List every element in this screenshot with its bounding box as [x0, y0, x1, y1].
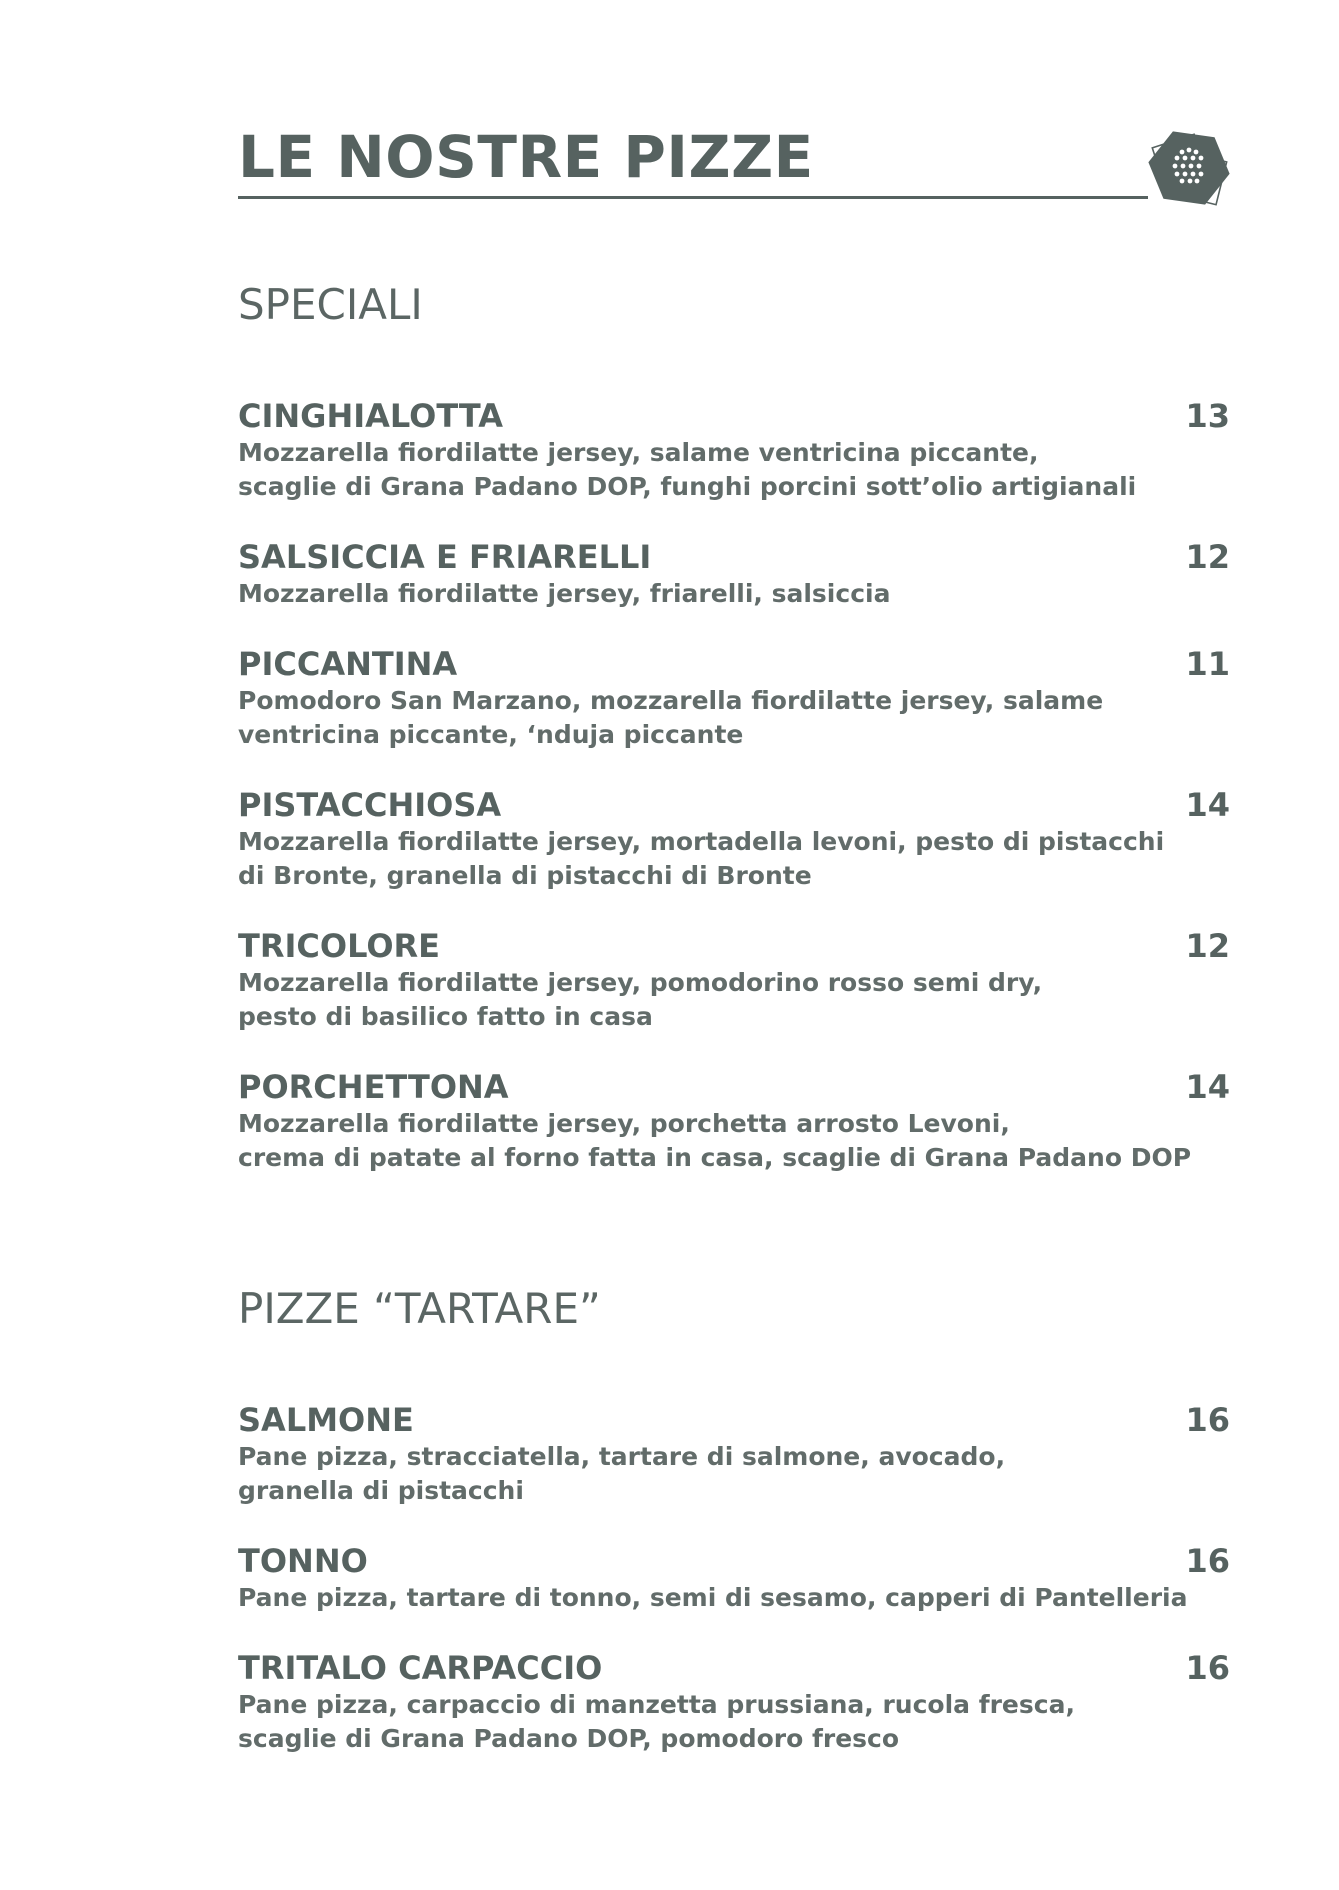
item-name: TRITALO CARPACCIO [238, 1649, 603, 1687]
description-line: Mozzarella fiordilatte jersey, porchetta arrosto Levoni, [238, 1109, 1010, 1138]
item-description [238, 825, 1165, 893]
item-price: 11 [1185, 645, 1230, 683]
item-name: SALMONE [238, 1401, 414, 1439]
item-name: TRICOLORE [238, 927, 441, 965]
item-name: PISTACCHIOSA [238, 786, 502, 824]
description-line: granella di pistacchi [238, 1476, 524, 1505]
item-description [238, 577, 1138, 611]
menu-item [238, 1650, 1230, 1791]
title-divider [238, 196, 1148, 199]
item-price: 16 [1185, 1542, 1230, 1580]
item-price: 16 [1185, 1401, 1230, 1439]
item-price: 14 [1185, 786, 1230, 824]
item-name: CINGHIALOTTA [238, 397, 504, 435]
description-line: Pane pizza, stracciatella, tartare di salmone, avocado, [238, 1442, 1006, 1471]
description-line: Mozzarella fiordilatte jersey, pomodorino rosso semi dry, [238, 968, 1043, 997]
item-name: PORCHETTONA [238, 1068, 509, 1106]
section-heading-tartare: PIZZE “TARTARE” [238, 1284, 601, 1333]
item-price: 14 [1185, 1068, 1230, 1106]
menu-item [238, 539, 1230, 646]
description-line: Mozzarella fiordilatte jersey, friarelli, salsiccia [238, 579, 891, 608]
description-line: Pane pizza, carpaccio di manzetta prussiana, rucola fresca, [238, 1690, 1075, 1719]
section-heading-speciali: SPECIALI [238, 280, 423, 329]
item-description [238, 1688, 1138, 1756]
item-description [238, 1581, 1188, 1615]
menu-item [238, 787, 1230, 928]
item-name: PICCANTINA [238, 645, 458, 683]
item-name: SALSICCIA E FRIARELLI [238, 538, 652, 576]
item-description [238, 436, 1138, 504]
description-line: pesto di basilico fatto in casa [238, 1002, 653, 1031]
page-title: LE NOSTRE PIZZE [238, 123, 814, 191]
menu-item [238, 1543, 1230, 1650]
pizza-logo-icon [1142, 122, 1236, 216]
item-price: 16 [1185, 1649, 1230, 1687]
item-description [238, 1440, 1138, 1508]
item-description [238, 966, 1138, 1034]
tartare-list [238, 1402, 1230, 1791]
menu-item [238, 1069, 1230, 1210]
item-description [238, 1107, 1192, 1175]
description-line: Mozzarella fiordilatte jersey, salame ventricina piccante, [238, 438, 1039, 467]
menu-item [238, 398, 1230, 539]
description-line: Pomodoro San Marzano, mozzarella fiordilatte jersey, salame [238, 686, 1104, 715]
item-price: 13 [1185, 397, 1230, 435]
speciali-list [238, 398, 1230, 1210]
menu-item [238, 646, 1230, 787]
item-price: 12 [1185, 538, 1230, 576]
item-price: 12 [1185, 927, 1230, 965]
description-line: Pane pizza, tartare di tonno, semi di sesamo, capperi di Pantelleria [238, 1583, 1188, 1612]
description-line: scaglie di Grana Padano DOP, funghi porcini sott’olio artigianali [238, 472, 1137, 501]
description-line: scaglie di Grana Padano DOP, pomodoro fresco [238, 1724, 900, 1753]
description-line: Mozzarella fiordilatte jersey, mortadella levoni, pesto di pistacchi [238, 827, 1165, 856]
description-line: crema di patate al forno fatta in casa, scaglie di Grana Padano DOP [238, 1143, 1192, 1172]
item-name: TONNO [238, 1542, 368, 1580]
description-line: ventricina piccante, ‘nduja piccante [238, 720, 744, 749]
menu-item [238, 1402, 1230, 1543]
item-description [238, 684, 1138, 752]
menu-item [238, 928, 1230, 1069]
description-line: di Bronte, granella di pistacchi di Bronte [238, 861, 812, 890]
